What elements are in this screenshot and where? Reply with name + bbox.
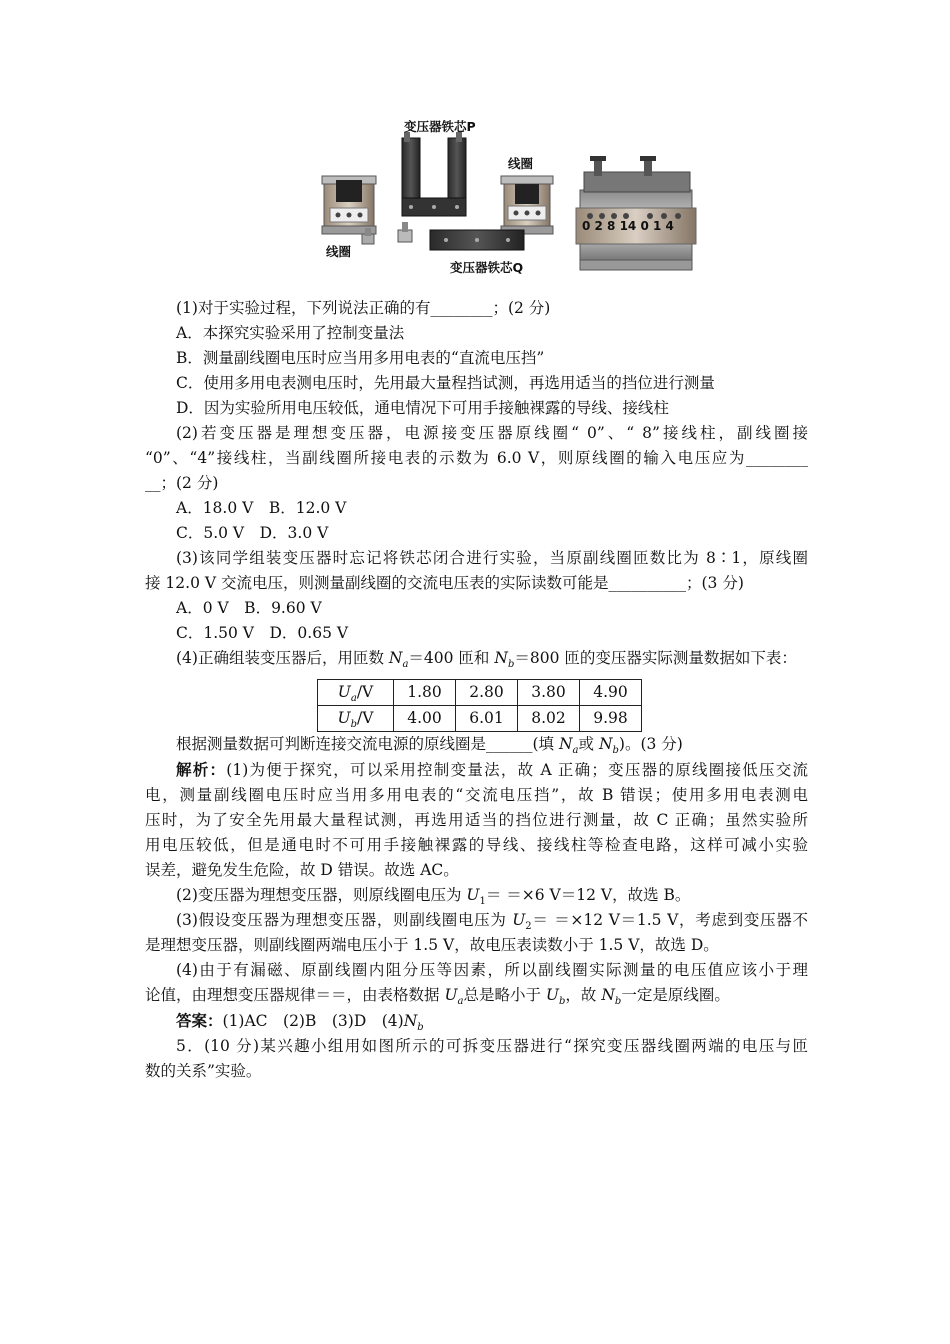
- analysis-line5: 误差，避免发生危险，故 D 错误。故选 AC。: [145, 861, 459, 879]
- q1-stem: (1)对于实验过程，下列说法正确的有________；(2 分): [176, 299, 551, 317]
- q2-options-ab: A．18.0 V B．12.0 V: [176, 499, 347, 517]
- table-cell: 4.90: [580, 680, 642, 706]
- q5-line1: 5．(10 分)某兴趣小组用如图所示的可拆变压器进行“探究变压器线圈两端的电压与匝: [176, 1037, 808, 1055]
- transformer-figure: [318, 118, 702, 278]
- q1-option-c: C．使用多用电表测电压时，先用最大量程挡试测，再选用适当的挡位进行测量: [176, 374, 715, 392]
- analysis-line1: 解析：(1)为便于探究，可以采用控制变量法，故 A 正确；变压器的原线圈接低压交流: [176, 760, 808, 779]
- core-p: [402, 132, 466, 216]
- q1-option-b: B．测量副线圈电压时应当用多用电表的“直流电压挡”: [176, 349, 545, 367]
- analysis-part3-line2: 是理想变压器，则副线圈两端电压小于 1.5 V，故电压表读数小于 1.5 V，故选 D。: [145, 936, 719, 954]
- document-body: [145, 296, 808, 1084]
- core-q: [430, 230, 524, 250]
- answer-title: 答案：: [176, 1011, 223, 1030]
- table-cell: 3.80: [518, 680, 580, 706]
- analysis-line3: 压时，为了安全先用最大量程试测，再选用适当的挡位进行测量，故 C 正确；虽然实验所: [145, 811, 808, 829]
- q3-options-ab: A．0 V B．9.60 V: [176, 599, 322, 617]
- table-cell: 6.01: [456, 706, 518, 732]
- label-coil-left: 线圈: [326, 244, 352, 259]
- label-core-p: 变压器铁芯P: [404, 119, 476, 134]
- q2-line2: “0”、“4”接线柱，当副线圈所接电表的示数为 6.0 V，则原线圈的输入电压应为________: [145, 449, 808, 467]
- q1-option-a: A．本探究实验采用了控制变量法: [176, 324, 405, 342]
- table-cell: 2.80: [456, 680, 518, 706]
- assembled-transformer: [576, 156, 696, 270]
- q2-line3: __；(2 分): [145, 474, 219, 492]
- q3-options-cd: C．1.50 V D．0.65 V: [176, 624, 349, 642]
- analysis-part3-line1: (3)假设变压器为理想变压器，则副线圈电压为 $U_2= =\times 12$ V＝1.5 V，考虑到变压器不: [176, 911, 808, 933]
- left-coil: [322, 176, 376, 234]
- right-coil: [501, 176, 553, 234]
- q4-after-table: 根据测量数据可判断连接交流电源的原线圈是______(填 $N_a$或 $N_b$)。(3 分): [176, 735, 683, 757]
- answer-line: 答案：(1)AC (2)B (3)D $(4)N_b$: [176, 1011, 424, 1034]
- analysis-line2: 电，测量副线圈电压时应当用多用电表的“交流电压挡”，故 B 错误；使用多用电表测电: [145, 786, 808, 804]
- transformer-photo: [318, 118, 702, 278]
- q1-option-d: D．因为实验所用电压较低，通电情况下可用手接触裸露的导线、接线柱: [176, 399, 669, 417]
- q2-options-cd: C．5.0 V D．3.0 V: [176, 524, 329, 542]
- analysis-part4-line2: 论值，由理想变压器规律＝＝，由表格数据 $U_a$总是略小于 $U_b$，故 $N_b$一定是原线圈。: [145, 986, 730, 1008]
- label-coil-right: 线圈: [508, 156, 534, 171]
- terminal-numbers: 0 2 8 14 0 1 4: [582, 219, 674, 233]
- q3-line1: (3)该同学组装变压器时忘记将铁芯闭合进行实验，当原副线圈匝数比为 8∶1，原线圈: [176, 549, 808, 567]
- table-cell: 9.98: [580, 706, 642, 732]
- table-row: [318, 680, 642, 706]
- q2-line1: (2)若变压器是理想变压器，电源接变压器原线圈“ 0”、“ 8”接线柱，副线圈接: [176, 424, 808, 442]
- row-header-ua: $U_a/V$: [318, 680, 394, 706]
- table-row: [318, 706, 642, 732]
- analysis-title: 解析：: [176, 760, 227, 779]
- analysis-part2: (2)变压器为理想变压器，则原线圈电压为 $U_1= =\times 6$ V＝12 V，故选 B。: [176, 886, 691, 908]
- q3-line2: 接 12.0 V 交流电压，则测量副线圈的交流电压表的实际读数可能是__________；(3 分): [145, 574, 744, 592]
- analysis-line4: 用电压较低，但是通电时不可用手接触裸露的导线、接线柱等检查电路，这样可减小实验: [145, 836, 808, 854]
- measurement-table: [317, 679, 642, 732]
- table-cell: 4.00: [394, 706, 456, 732]
- table-cell: 8.02: [518, 706, 580, 732]
- q4-stem: (4)正确组装变压器后，用匝数 $N_a=400$ 匝和 $N_b=800$ 匝的变压器实际测量数据如下表：: [176, 649, 797, 671]
- row-header-ub: $U_b/V$: [318, 706, 394, 732]
- table-cell: 1.80: [394, 680, 456, 706]
- analysis-part4-line1: (4)由于有漏磁、原副线圈内阻分压等因素，所以副线圈实际测量的电压值应该小于理: [176, 961, 808, 979]
- q5-line2: 数的关系”实验。: [145, 1062, 262, 1080]
- label-core-q: 变压器铁芯Q: [450, 260, 524, 275]
